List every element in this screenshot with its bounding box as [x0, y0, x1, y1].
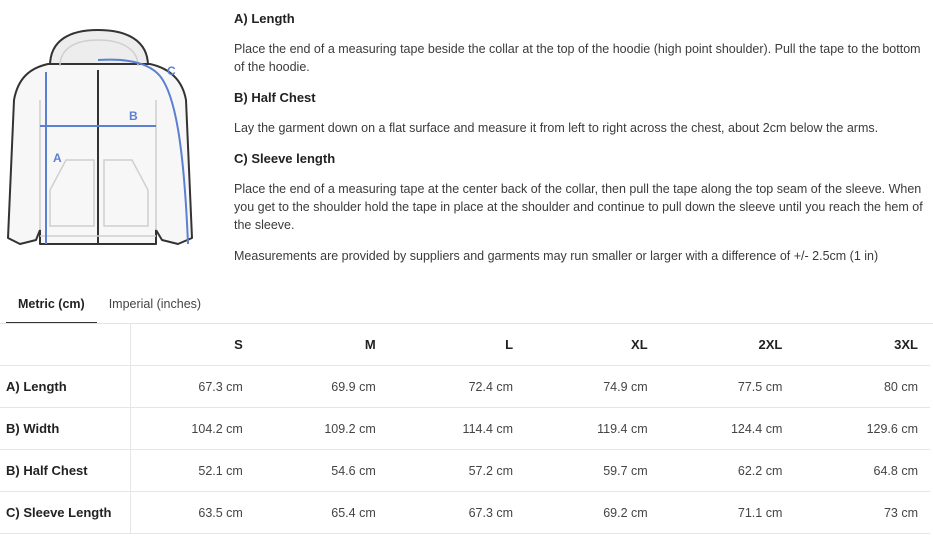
table-row: [0, 408, 930, 450]
table-cell: 73 cm: [794, 492, 930, 534]
chest-heading: B) Half Chest: [234, 90, 316, 105]
length-heading: A) Length: [234, 11, 295, 26]
sleeve-text: Place the end of a measuring tape at the center back of the collar, then pull the tape along the top seam of the sleeve. When you get to the shoulder hold the tape in place at the shoulder and continue to pull down the sleeve until you reach the hem of the sleeve.: [234, 182, 923, 232]
row-label-length: A) Length: [0, 366, 130, 408]
header-size-2xl: 2XL: [660, 324, 795, 366]
measurement-note: Measurements are provided by suppliers and garments may run smaller or larger with a difference of +/- 2.5cm (1 in): [234, 249, 879, 263]
table-cell: 54.6 cm: [255, 450, 388, 492]
table-cell: 69.2 cm: [525, 492, 660, 534]
sleeve-heading: C) Sleeve length: [234, 151, 336, 166]
table-cell: 72.4 cm: [388, 366, 525, 408]
label-b: B: [129, 109, 138, 123]
chest-text: Lay the garment down on a flat surface and measure it from left to right across the chest, about 2cm below the arms.: [234, 121, 879, 135]
size-chart-table: [0, 324, 930, 534]
table-cell: 74.9 cm: [525, 366, 660, 408]
table-cell: 62.2 cm: [660, 450, 795, 492]
table-cell: 63.5 cm: [130, 492, 254, 534]
header-empty-cell: [0, 324, 130, 366]
hoodie-outline: [8, 30, 192, 244]
table-cell: 57.2 cm: [388, 450, 525, 492]
table-cell: 67.3 cm: [130, 366, 254, 408]
length-text: Place the end of a measuring tape beside the collar at the top of the hoodie (high point shoulder). Pull the tape to the bottom of the hoodie.: [234, 42, 921, 74]
table-cell: 69.9 cm: [255, 366, 388, 408]
table-cell: 65.4 cm: [255, 492, 388, 534]
table-cell: 77.5 cm: [660, 366, 795, 408]
unit-tabs: [6, 288, 213, 324]
table-cell: 80 cm: [794, 366, 930, 408]
header-size-l: L: [388, 324, 525, 366]
hoodie-diagram: [0, 18, 200, 254]
tab-imperial[interactable]: Imperial (inches): [108, 297, 202, 311]
table-cell: 109.2 cm: [255, 408, 388, 450]
header-size-3xl: 3XL: [794, 324, 930, 366]
table-cell: 52.1 cm: [130, 450, 254, 492]
table-cell: 104.2 cm: [130, 408, 254, 450]
table-cell: 67.3 cm: [388, 492, 525, 534]
label-a: A: [53, 151, 62, 165]
body-shape: [8, 64, 192, 244]
row-label-width: B) Width: [0, 408, 130, 450]
table-cell: 64.8 cm: [794, 450, 930, 492]
table-cell: 124.4 cm: [660, 408, 795, 450]
row-label-sleeve-length: C) Sleeve Length: [0, 492, 130, 534]
row-label-half-chest: B) Half Chest: [0, 450, 130, 492]
table-header-row: [0, 324, 930, 366]
table-row: [0, 366, 930, 408]
table-cell: 129.6 cm: [794, 408, 930, 450]
table-cell: 114.4 cm: [388, 408, 525, 450]
table-cell: 59.7 cm: [525, 450, 660, 492]
table-row: [0, 492, 930, 534]
header-size-m: M: [255, 324, 388, 366]
header-size-s: S: [130, 324, 254, 366]
header-size-xl: XL: [525, 324, 660, 366]
table-cell: 71.1 cm: [660, 492, 795, 534]
label-c: C: [167, 64, 176, 78]
table-row: [0, 450, 930, 492]
table-cell: 119.4 cm: [525, 408, 660, 450]
tab-metric[interactable]: Metric (cm): [6, 288, 97, 324]
